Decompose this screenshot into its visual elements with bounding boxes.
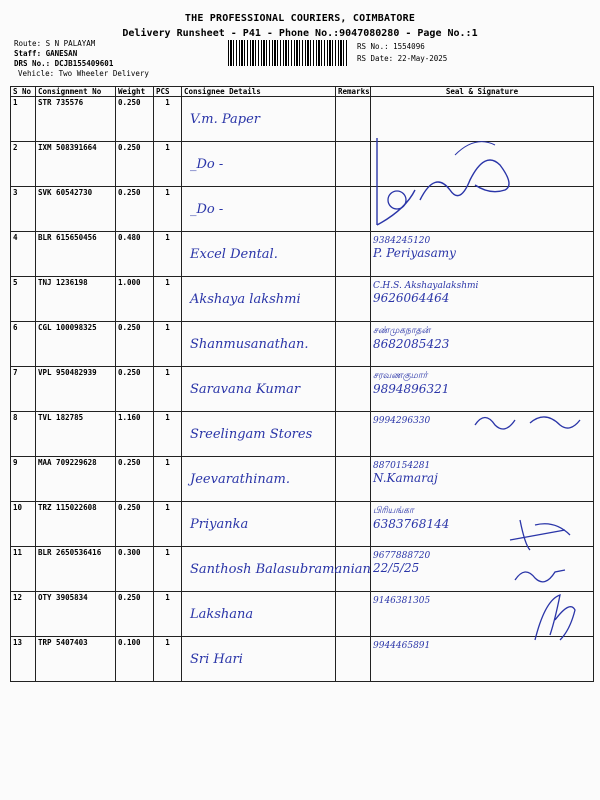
cell-weight: 0.250 <box>116 457 154 502</box>
meta-block-right <box>357 41 447 65</box>
cell-consignee <box>182 277 336 322</box>
signature-line-1: C.H.S. Akshayalakshmi <box>373 281 479 291</box>
col-header-signature: Seal & Signature <box>371 87 594 97</box>
cell-signature <box>371 322 594 367</box>
cell-pcs: 1 <box>154 232 182 277</box>
table-row <box>11 97 594 142</box>
cell-remarks <box>336 367 371 412</box>
rs-number: RS No.: 1554096 <box>357 42 425 51</box>
cell-consignment: IXM 508391664 <box>36 142 116 187</box>
cell-weight: 1.000 <box>116 277 154 322</box>
table-row <box>11 547 594 592</box>
table-header-row <box>11 87 594 97</box>
cell-remarks <box>336 142 371 187</box>
consignee-handwriting: Saravana Kumar <box>190 382 301 397</box>
cell-remarks <box>336 502 371 547</box>
cell-consignee <box>182 97 336 142</box>
cell-pcs: 1 <box>154 412 182 457</box>
cell-signature <box>371 502 594 547</box>
cell-pcs: 1 <box>154 187 182 232</box>
consignee-handwriting: Excel Dental. <box>190 247 278 262</box>
cell-sno: 5 <box>11 277 36 322</box>
cell-weight: 0.250 <box>116 97 154 142</box>
signature-line-2: 22/5/25 <box>373 561 420 575</box>
signature-line-1: பிரியங்கா <box>373 506 414 516</box>
cell-weight: 1.160 <box>116 412 154 457</box>
cell-weight: 0.250 <box>116 502 154 547</box>
signature-line-2: 8682085423 <box>373 337 450 351</box>
cell-pcs: 1 <box>154 367 182 412</box>
cell-sno: 10 <box>11 502 36 547</box>
meta-block-left <box>14 39 149 79</box>
cell-sno: 6 <box>11 322 36 367</box>
table-row <box>11 322 594 367</box>
cell-weight: 0.250 <box>116 592 154 637</box>
table-row <box>11 457 594 502</box>
rs-date: RS Date: 22-May-2025 <box>357 54 448 63</box>
cell-signature <box>371 457 594 502</box>
col-header-pcs: PCS <box>154 87 182 97</box>
cell-consignment: TVL 182785 <box>36 412 116 457</box>
cell-signature <box>371 187 594 232</box>
cell-weight: 0.250 <box>116 367 154 412</box>
cell-sno: 11 <box>11 547 36 592</box>
cell-consignee <box>182 322 336 367</box>
table-row <box>11 367 594 412</box>
cell-consignee <box>182 367 336 412</box>
cell-pcs: 1 <box>154 277 182 322</box>
signature-line-1: சண்முகநாதன் <box>373 326 431 336</box>
signature-line-2: P. Periyasamy <box>373 246 456 260</box>
table-row <box>11 232 594 277</box>
cell-sno: 4 <box>11 232 36 277</box>
table-row <box>11 637 594 682</box>
cell-weight: 0.250 <box>116 142 154 187</box>
cell-sno: 2 <box>11 142 36 187</box>
cell-consignment: CGL 100098325 <box>36 322 116 367</box>
cell-signature <box>371 97 594 142</box>
col-header-remarks: Remarks <box>336 87 371 97</box>
col-header-weight: Weight <box>116 87 154 97</box>
signature-line-1: 9944465891 <box>373 641 431 651</box>
cell-signature <box>371 547 594 592</box>
cell-consignment: BLR 615650456 <box>36 232 116 277</box>
cell-pcs: 1 <box>154 322 182 367</box>
cell-signature <box>371 592 594 637</box>
consignee-handwriting: V.m. Paper <box>190 112 260 127</box>
cell-signature <box>371 232 594 277</box>
cell-consignment: STR 735576 <box>36 97 116 142</box>
company-title: THE PROFESSIONAL COURIERS, COIMBATORE <box>184 13 416 24</box>
signature-line-1: 9677888720 <box>373 551 431 561</box>
cell-remarks <box>336 592 371 637</box>
table-row <box>11 142 594 187</box>
cell-sno: 7 <box>11 367 36 412</box>
cell-consignee <box>182 412 336 457</box>
cell-consignment: TRP 5407403 <box>36 637 116 682</box>
table-row <box>11 277 594 322</box>
cell-pcs: 1 <box>154 592 182 637</box>
cell-pcs: 1 <box>154 457 182 502</box>
col-header-consignment: Consignment No <box>36 87 116 97</box>
col-header-sno: S No <box>11 87 36 97</box>
signature-line-2: 9894896321 <box>373 382 450 396</box>
signature-line-2: 9626064464 <box>373 291 450 305</box>
consignee-handwriting: Lakshana <box>190 607 254 622</box>
cell-weight: 0.100 <box>116 637 154 682</box>
signature-line-1: 9384245120 <box>373 236 431 246</box>
cell-sno: 13 <box>11 637 36 682</box>
cell-sno: 8 <box>11 412 36 457</box>
cell-consignee <box>182 232 336 277</box>
cell-consignee <box>182 592 336 637</box>
consignee-handwriting: Priyanka <box>190 517 249 532</box>
drs-label: DRS No.: DCJB155409601 <box>14 59 114 68</box>
cell-remarks <box>336 277 371 322</box>
cell-consignment: OTY 3905834 <box>36 592 116 637</box>
cell-consignment: TRZ 115022608 <box>36 502 116 547</box>
vehicle-label: Vehicle: Two Wheeler Delivery <box>18 69 149 78</box>
consignee-handwriting: _Do - <box>190 202 224 217</box>
cell-sno: 1 <box>11 97 36 142</box>
runsheet-table <box>10 86 594 682</box>
cell-remarks <box>336 187 371 232</box>
cell-weight: 0.250 <box>116 322 154 367</box>
cell-consignment: BLR 2650536416 <box>36 547 116 592</box>
signature-line-1: 8870154281 <box>373 461 431 471</box>
cell-pcs: 1 <box>154 637 182 682</box>
cell-weight: 0.480 <box>116 232 154 277</box>
cell-signature <box>371 637 594 682</box>
cell-consignee <box>182 502 336 547</box>
runsheet-subtitle: Delivery Runsheet - P41 - Phone No.:9047080280 - Page No.:1 <box>122 28 478 39</box>
cell-pcs: 1 <box>154 97 182 142</box>
cell-pcs: 1 <box>154 502 182 547</box>
cell-signature <box>371 142 594 187</box>
cell-consignment: TNJ 1236198 <box>36 277 116 322</box>
consignee-handwriting: Sreelingam Stores <box>190 427 313 442</box>
signature-line-1: சரவணகுமார் <box>373 371 428 381</box>
consignee-handwriting: _Do - <box>190 157 224 172</box>
consignee-handwriting: Akshaya lakshmi <box>190 292 301 307</box>
signature-line-2: 6383768144 <box>373 517 450 531</box>
cell-remarks <box>336 412 371 457</box>
cell-signature <box>371 277 594 322</box>
cell-consignee <box>182 457 336 502</box>
consignee-handwriting: Jeevarathinam. <box>190 472 290 487</box>
cell-consignment: MAA 709229628 <box>36 457 116 502</box>
cell-remarks <box>336 637 371 682</box>
cell-remarks <box>336 232 371 277</box>
cell-consignee <box>182 142 336 187</box>
cell-weight: 0.250 <box>116 187 154 232</box>
consignee-handwriting: Sri Hari <box>190 652 243 667</box>
table-row <box>11 502 594 547</box>
cell-consignment: SVK 60542730 <box>36 187 116 232</box>
cell-remarks <box>336 97 371 142</box>
cell-signature <box>371 367 594 412</box>
cell-signature <box>371 412 594 457</box>
cell-pcs: 1 <box>154 142 182 187</box>
barcode-image <box>228 40 348 66</box>
col-header-consignee: Consignee Details <box>182 87 336 97</box>
cell-consignee <box>182 187 336 232</box>
cell-sno: 9 <box>11 457 36 502</box>
cell-remarks <box>336 322 371 367</box>
table-row <box>11 187 594 232</box>
consignee-handwriting: Shanmusanathan. <box>190 337 309 352</box>
consignee-handwriting: Santhosh Balasubramanian <box>190 562 371 577</box>
cell-consignee <box>182 637 336 682</box>
signature-line-1: 9994296330 <box>373 416 431 426</box>
cell-consignment: VPL 950482939 <box>36 367 116 412</box>
table-row <box>11 592 594 637</box>
cell-pcs: 1 <box>154 547 182 592</box>
signature-line-1: 9146381305 <box>373 596 431 606</box>
route-label: Route: S N PALAYAM <box>14 39 96 48</box>
signature-line-2: N.Kamaraj <box>373 471 438 485</box>
cell-weight: 0.300 <box>116 547 154 592</box>
cell-sno: 12 <box>11 592 36 637</box>
cell-remarks <box>336 457 371 502</box>
cell-sno: 3 <box>11 187 36 232</box>
cell-consignee <box>182 547 371 592</box>
table-row <box>11 412 594 457</box>
staff-label: Staff: GANESAN <box>14 49 78 58</box>
